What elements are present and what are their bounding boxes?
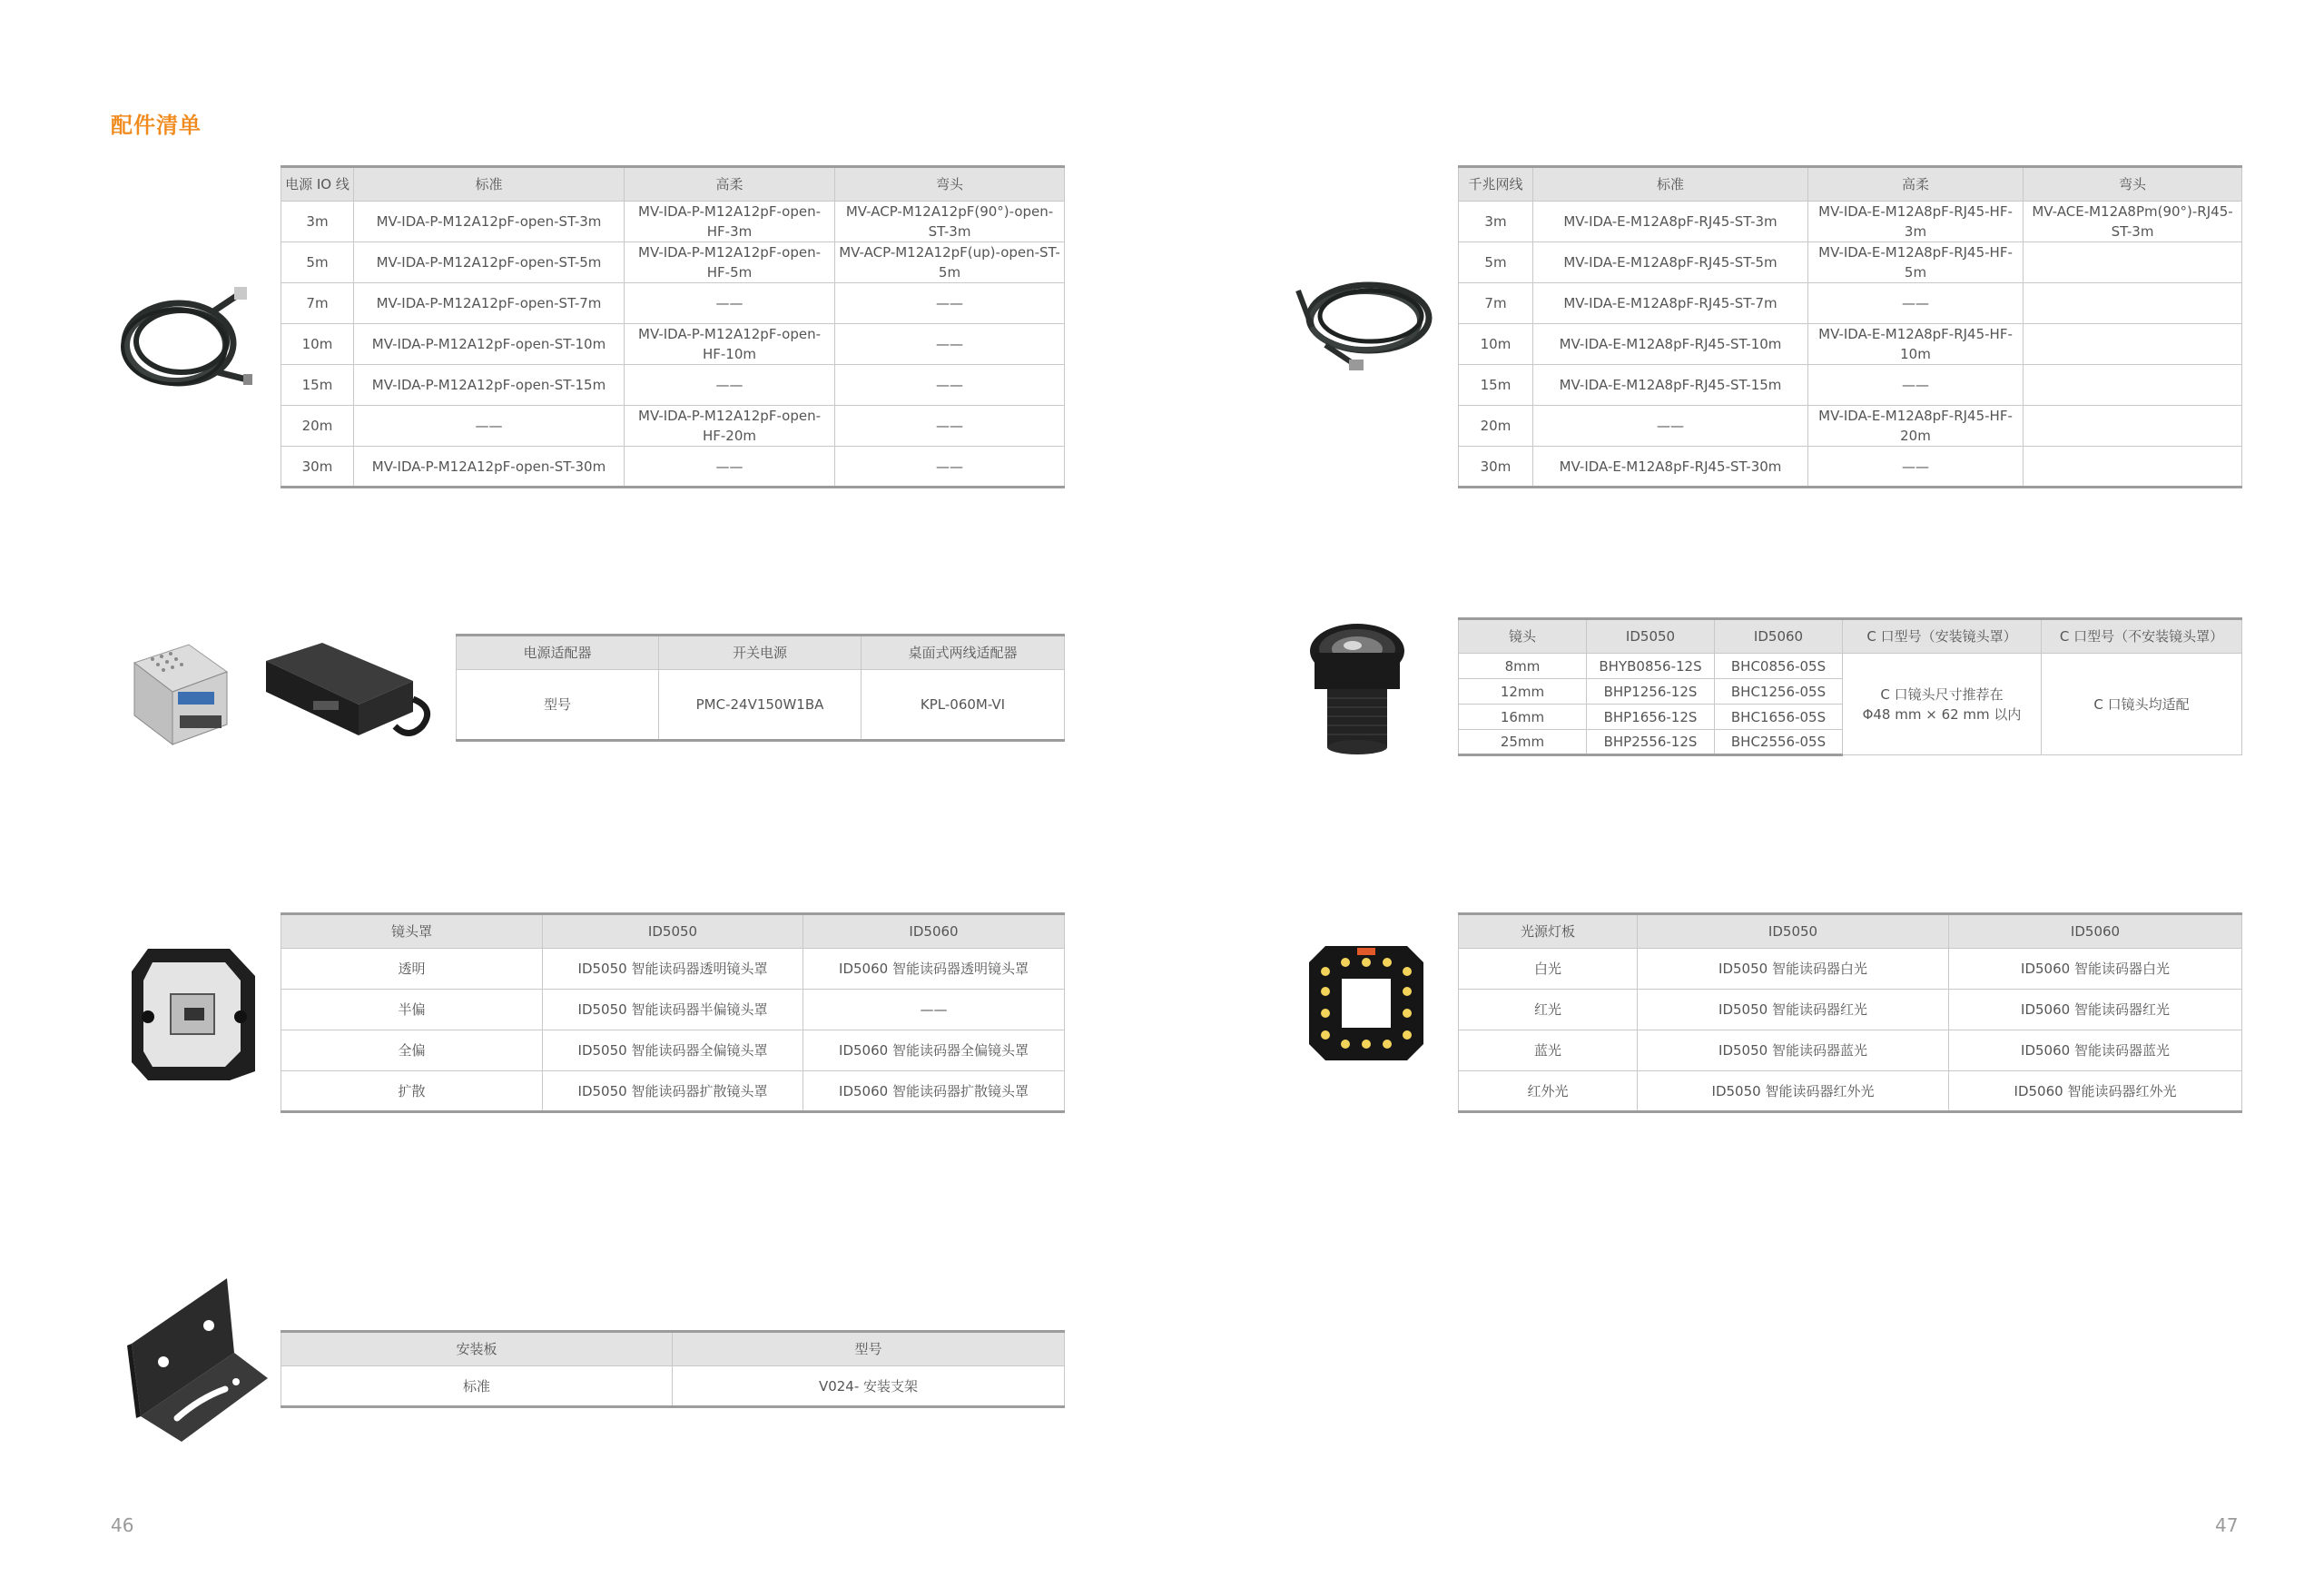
table-cell: —— xyxy=(835,447,1065,488)
led-light-board-icon xyxy=(1307,944,1425,1062)
column-header: 弯头 xyxy=(2024,167,2242,202)
table-cell: MV-IDA-E-M12A8pF-RJ45-ST-10m xyxy=(1533,324,1808,365)
table-cell: 25mm xyxy=(1459,730,1587,755)
c-mount-lens-icon xyxy=(1307,622,1407,756)
table-row xyxy=(1459,990,2242,1030)
column-header: 高柔 xyxy=(625,167,835,202)
table-row xyxy=(1459,202,2242,242)
table-cell: MV-IDA-E-M12A8pF-RJ45-HF-3m xyxy=(1808,202,2024,242)
table-row xyxy=(1459,406,2242,447)
table-cell: 全偏 xyxy=(281,1030,543,1071)
coiled-cable-icon xyxy=(111,272,256,418)
table-cell: —— xyxy=(803,990,1065,1030)
c-mount-cover-note xyxy=(1843,654,2042,755)
table-cell: 扩散 xyxy=(281,1071,543,1112)
table-cell: V024- 安装支架 xyxy=(673,1366,1065,1407)
table-cell: —— xyxy=(1808,365,2024,406)
table-cell: —— xyxy=(354,406,625,447)
table-cell: 5m xyxy=(281,242,354,283)
table-row xyxy=(1459,1071,2242,1112)
table-cell: MV-IDA-P-M12A12pF-open-HF-3m xyxy=(625,202,835,242)
gigabit-ethernet-cable-table xyxy=(1458,165,2242,488)
table-cell: MV-IDA-P-M12A12pF-open-HF-20m xyxy=(625,406,835,447)
table-cell: MV-IDA-E-M12A8pF-RJ45-ST-15m xyxy=(1533,365,1808,406)
table-cell: 15m xyxy=(281,365,354,406)
table-cell xyxy=(2024,406,2242,447)
table-row xyxy=(281,202,1065,242)
table-cell: BHC2556-05S xyxy=(1715,730,1843,755)
table-cell: MV-IDA-E-M12A8pF-RJ45-HF-5m xyxy=(1808,242,2024,283)
table-cell: —— xyxy=(835,324,1065,365)
lens-table xyxy=(1458,617,2242,756)
table-cell: 红光 xyxy=(1459,990,1638,1030)
table-cell: MV-IDA-P-M12A12pF-open-ST-7m xyxy=(354,283,625,324)
note-line: C 口镜头尺寸推荐在 xyxy=(1880,685,2004,703)
power-adapter-icon xyxy=(259,636,440,749)
table-cell: BHC0856-05S xyxy=(1715,654,1843,679)
table-cell: 标准 xyxy=(281,1366,673,1407)
table-cell: BHC1256-05S xyxy=(1715,679,1843,705)
table-cell: ID5060 智能读码器白光 xyxy=(1949,949,2242,990)
light-board-table xyxy=(1458,912,2242,1113)
table-cell: ID5050 智能读码器扩散镜头罩 xyxy=(543,1071,803,1112)
page-number-left: 46 xyxy=(111,1514,134,1536)
table-row xyxy=(1459,1030,2242,1071)
table-row xyxy=(1459,654,2242,679)
table-cell: ID5050 智能读码器全偏镜头罩 xyxy=(543,1030,803,1071)
table-cell: 16mm xyxy=(1459,705,1587,730)
column-header: 镜头 xyxy=(1459,619,1587,654)
table-cell xyxy=(2024,447,2242,488)
table-cell: 3m xyxy=(281,202,354,242)
table-cell: MV-IDA-E-M12A8pF-RJ45-HF-10m xyxy=(1808,324,2024,365)
table-cell: MV-IDA-P-M12A12pF-open-ST-3m xyxy=(354,202,625,242)
table-cell: ID5060 智能读码器红外光 xyxy=(1949,1071,2242,1112)
column-header: 千兆网线 xyxy=(1459,167,1533,202)
table-cell: MV-IDA-P-M12A12pF-open-ST-10m xyxy=(354,324,625,365)
table-row xyxy=(281,447,1065,488)
table-cell: MV-IDA-P-M12A12pF-open-ST-15m xyxy=(354,365,625,406)
column-header: 镜头罩 xyxy=(281,914,543,949)
table-header-row xyxy=(281,167,1065,202)
table-cell: 蓝光 xyxy=(1459,1030,1638,1071)
table-row xyxy=(1459,949,2242,990)
table-cell: ID5060 智能读码器扩散镜头罩 xyxy=(803,1071,1065,1112)
table-cell: 10m xyxy=(281,324,354,365)
table-cell: MV-ACE-M12A8Pm(90°)-RJ45-ST-3m xyxy=(2024,202,2242,242)
table-row xyxy=(281,1071,1065,1112)
table-cell: ID5060 智能读码器蓝光 xyxy=(1949,1030,2242,1071)
table-cell: 7m xyxy=(281,283,354,324)
table-cell: —— xyxy=(625,283,835,324)
table-cell: PMC-24V150W1BA xyxy=(659,670,862,741)
column-header: ID5060 xyxy=(803,914,1065,949)
coiled-ethernet-cable-icon xyxy=(1289,272,1443,381)
table-cell: KPL-060M-VI xyxy=(862,670,1065,741)
table-cell: MV-IDA-P-M12A12pF-open-ST-5m xyxy=(354,242,625,283)
table-cell: ID5050 智能读码器红光 xyxy=(1638,990,1949,1030)
table-cell xyxy=(2024,324,2242,365)
mounting-bracket-icon xyxy=(127,1262,272,1444)
table-row xyxy=(281,990,1065,1030)
table-cell: ID5050 智能读码器红外光 xyxy=(1638,1071,1949,1112)
table-row xyxy=(1459,447,2242,488)
table-cell: BHP1256-12S xyxy=(1587,679,1715,705)
table-cell: MV-IDA-P-M12A12pF-open-HF-10m xyxy=(625,324,835,365)
table-header-row xyxy=(457,636,1065,670)
switching-power-supply-icon xyxy=(125,636,232,752)
table-row xyxy=(281,365,1065,406)
table-header-row xyxy=(281,914,1065,949)
lens-cover-icon xyxy=(130,944,257,1080)
table-header-row xyxy=(1459,619,2242,654)
table-cell: —— xyxy=(835,365,1065,406)
table-row xyxy=(1459,283,2242,324)
table-cell: MV-IDA-P-M12A12pF-open-HF-5m xyxy=(625,242,835,283)
table-row xyxy=(281,283,1065,324)
table-cell: —— xyxy=(835,406,1065,447)
table-cell: 型号 xyxy=(457,670,659,741)
table-cell: BHYB0856-12S xyxy=(1587,654,1715,679)
table-cell: 10m xyxy=(1459,324,1533,365)
page-number-right: 47 xyxy=(2215,1514,2239,1536)
table-cell: 30m xyxy=(281,447,354,488)
mounting-plate-table xyxy=(281,1330,1065,1408)
column-header: 高柔 xyxy=(1808,167,2024,202)
table-cell: —— xyxy=(835,283,1065,324)
table-row xyxy=(1459,365,2242,406)
table-cell xyxy=(2024,283,2242,324)
column-header: 光源灯板 xyxy=(1459,914,1638,949)
table-row xyxy=(281,406,1065,447)
column-header: 标准 xyxy=(354,167,625,202)
table-cell: 15m xyxy=(1459,365,1533,406)
table-cell: MV-IDA-E-M12A8pF-RJ45-ST-7m xyxy=(1533,283,1808,324)
column-header: C 口型号（不安装镜头罩） xyxy=(2042,619,2242,654)
table-cell: 3m xyxy=(1459,202,1533,242)
table-cell: ID5060 智能读码器全偏镜头罩 xyxy=(803,1030,1065,1071)
table-cell: MV-ACP-M12A12pF(up)-open-ST-5m xyxy=(835,242,1065,283)
table-header-row xyxy=(281,1332,1065,1366)
table-row xyxy=(281,324,1065,365)
table-cell: 7m xyxy=(1459,283,1533,324)
table-cell: —— xyxy=(1533,406,1808,447)
table-cell: MV-IDA-P-M12A12pF-open-ST-30m xyxy=(354,447,625,488)
table-cell: 20m xyxy=(1459,406,1533,447)
section-title: 配件清单 xyxy=(111,113,202,138)
table-cell: —— xyxy=(1808,447,2024,488)
table-cell: MV-IDA-E-M12A8pF-RJ45-HF-20m xyxy=(1808,406,2024,447)
table-cell: ID5050 智能读码器白光 xyxy=(1638,949,1949,990)
table-cell: BHP2556-12S xyxy=(1587,730,1715,755)
table-cell: MV-ACP-M12A12pF(90°)-open-ST-3m xyxy=(835,202,1065,242)
lens-cover-table xyxy=(281,912,1065,1113)
table-cell: ID5050 智能读码器半偏镜头罩 xyxy=(543,990,803,1030)
column-header: ID5060 xyxy=(1715,619,1843,654)
table-cell: MV-IDA-E-M12A8pF-RJ45-ST-30m xyxy=(1533,447,1808,488)
column-header: ID5050 xyxy=(543,914,803,949)
column-header: ID5050 xyxy=(1638,914,1949,949)
table-cell: 红外光 xyxy=(1459,1071,1638,1112)
table-cell: ID5050 智能读码器蓝光 xyxy=(1638,1030,1949,1071)
table-cell: ID5050 智能读码器透明镜头罩 xyxy=(543,949,803,990)
table-cell: —— xyxy=(1808,283,2024,324)
power-adapter-table xyxy=(456,634,1065,742)
table-row xyxy=(281,1366,1065,1407)
table-cell: 30m xyxy=(1459,447,1533,488)
table-row xyxy=(1459,324,2242,365)
column-header: ID5050 xyxy=(1587,619,1715,654)
column-header: C 口型号（安装镜头罩） xyxy=(1843,619,2042,654)
table-cell: 透明 xyxy=(281,949,543,990)
table-row xyxy=(457,670,1065,741)
table-cell: BHP1656-12S xyxy=(1587,705,1715,730)
table-header-row xyxy=(1459,167,2242,202)
table-cell: MV-IDA-E-M12A8pF-RJ45-ST-5m xyxy=(1533,242,1808,283)
column-header: 安装板 xyxy=(281,1332,673,1366)
column-header: 弯头 xyxy=(835,167,1065,202)
column-header: 标准 xyxy=(1533,167,1808,202)
table-row xyxy=(281,1030,1065,1071)
column-header: 电源适配器 xyxy=(457,636,659,670)
column-header: ID5060 xyxy=(1949,914,2242,949)
column-header: 开关电源 xyxy=(659,636,862,670)
table-cell: ID5060 智能读码器红光 xyxy=(1949,990,2242,1030)
table-cell: 12mm xyxy=(1459,679,1587,705)
table-cell: 20m xyxy=(281,406,354,447)
c-mount-nocover-note: C 口镜头均适配 xyxy=(2042,654,2242,755)
table-cell: 白光 xyxy=(1459,949,1638,990)
table-cell: BHC1656-05S xyxy=(1715,705,1843,730)
table-cell: 5m xyxy=(1459,242,1533,283)
column-header: 电源 IO 线 xyxy=(281,167,354,202)
table-cell: MV-IDA-E-M12A8pF-RJ45-ST-3m xyxy=(1533,202,1808,242)
table-cell: —— xyxy=(625,447,835,488)
column-header: 型号 xyxy=(673,1332,1065,1366)
column-header: 桌面式两线适配器 xyxy=(862,636,1065,670)
note-line: Φ48 mm × 62 mm 以内 xyxy=(1862,705,2022,723)
table-cell: ID5060 智能读码器透明镜头罩 xyxy=(803,949,1065,990)
table-cell: —— xyxy=(625,365,835,406)
table-row xyxy=(281,949,1065,990)
table-cell xyxy=(2024,242,2242,283)
table-row xyxy=(281,242,1065,283)
table-cell xyxy=(2024,365,2242,406)
table-cell: 8mm xyxy=(1459,654,1587,679)
power-io-cable-table xyxy=(281,165,1065,488)
table-cell: 半偏 xyxy=(281,990,543,1030)
table-row xyxy=(1459,242,2242,283)
table-header-row xyxy=(1459,914,2242,949)
